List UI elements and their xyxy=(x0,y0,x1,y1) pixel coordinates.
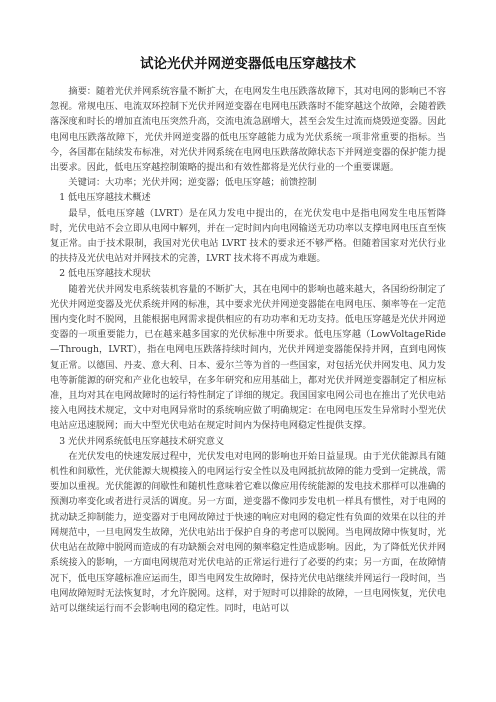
keywords-line: 关键词：大功率；光伏并网；逆变器；低电压穿越；前馈控制 xyxy=(68,177,317,189)
section-heading-3: 3 光伏并网系统低电压穿越技术研究意义 xyxy=(59,435,225,447)
section-1-paragraph: 最早，低电压穿越（LVRT）是在风力发电中提出的，在光伏发电中是指电网发生电压暂降时，光伏电站不会立即从电网中解列，并在一定时间内向电网输送无功功率以支撑电网电压直至恢复正常。由于技术限制，我国对光伏电站 LVRT 技术的要求还不够严格。但随着国家对光伏行业的扶持及光伏电站对并网技术的完善，LVRT 技术将不再成为难题。 xyxy=(50,207,446,265)
section-2-paragraph: 随着光伏并网发电系统装机容量的不断扩大，其在电网中的影响也越来越大，各国纷纷制定了光伏并网逆变器及光伏系统并网的标准，其中要求光伏并网逆变器能在电网电压、频率等在一定范围内变化时不脱网，且能根据电网需求提供相应的有功功率和无功支持。低电压穿越是光伏并网逆变器的一项重要能力，已在越来越多国家的光伏标准中所要求。低电压穿越（LowVoltageRide—Through，LVRT），指在电网电压跌落持续时间内，光伏并网逆变器能保持并网，直到电网恢复正常。以德国、丹麦、意大利、日本、爱尔兰等为首的一些国家，对包括光伏并网发电、风力发电等新能源的研究和产业化也较早，在多年研究和应用基础上，都对光伏并网逆变器制定了相应标准，且均对其在电网故障时的运行特性制定了详细的规定。我国国家电网公司也在推出了光伏电站接入电网技术规定，文中对电网异常时的系统响应做了明确规定：在电网电压发生异常时小型光伏电站应迅速脱网；而大中型光伏电站在规定时间内为保持电网稳定性提供支撑。 xyxy=(50,283,446,432)
section-heading-1: 1 低电压穿越技术概述 xyxy=(59,192,151,204)
section-3-paragraph: 在光伏发电的快速发展过程中，光伏发电对电网的影响也开始日益显现。由于光伏能源具有随机性和间歇性，光伏能源大规模接入的电网运行安全性以及电网抵抗故障的能力受到一定挑战，需要加以重视。光伏能源的间歇性和随机性意味着它难以像应用传统能源的发电技术那样可以准确的预测功率变化或者进行灵活的调度。另一方面，逆变器不像同步发电机一样具有惯性，对于电网的扰动缺乏抑制能力，逆变器对于电网故障过于快速的响应对电网的稳定性有负面的效果在以往的并网规范中，一旦电网发生故障，光伏电站出于保护自身的考虑可以脱网。当电网故障中恢复时，光伏电站在故障中脱网而造成的有功缺额会对电网的频率稳定性造成影响。因此，为了降低光伏并网系统接入的影响，一方面电网规范对光伏电站的正常运行进行了必要的约束；另一方面，在故障情况下，低电压穿越标准应运而生，即当电网发生故障时，保持光伏电站继续并网运行一段时间，当电网故障短时无法恢复时，才允许脱网。这样，对于短时可以排除的故障，一旦电网恢复，光伏电站可以继续运行而不会影响电网的稳定性。同时，电站可以 xyxy=(50,450,446,614)
section-heading-2: 2 低电压穿越技术现状 xyxy=(59,268,151,280)
document-body xyxy=(50,84,446,616)
document-title: 试论光伏并网逆变器低电压穿越技术 xyxy=(140,56,356,72)
abstract-paragraph: 摘要：随着光伏并网系统容量不断扩大，在电网发生电压跌落故障下，其对电网的影响已不容忽视。常规电压、电流双环控制下光伏并网逆变器在电网电压跌落时不能穿越这个故障，会随着跌落深度和时长的增加直流电压突然升高，交流电流急剧增大，甚至会发生过流而烧毁逆变器。因此电网电压跌落故障下，光伏并网逆变器的低电压穿越能力成为光伏系统一项非常重要的指标。当今，各国都在陆续发布标准，对光伏并网系统在电网电压跌落故障状态下并网逆变器的保护能力提出要求。因此，低电压穿越控制策略的提出和有效性都将是光伏行业的一个重要课题。 xyxy=(50,86,446,174)
